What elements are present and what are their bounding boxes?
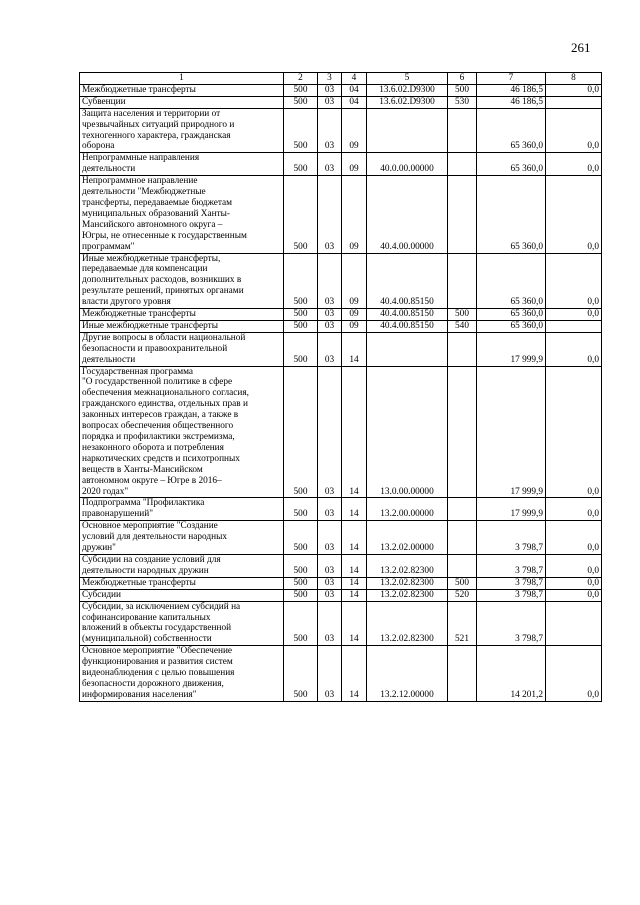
value-cell: 46 186,5 [477,84,546,96]
column-header: 5 [367,73,448,85]
value-cell: 0,0 [546,108,602,153]
value-cell: 03 [318,366,342,498]
value-cell: 65 360,0 [477,309,546,321]
table-row [80,521,602,555]
value-cell: 500 [284,84,318,96]
table-row [80,320,602,332]
table-row [80,366,602,498]
value-cell: 13.2.02.82300 [367,589,448,601]
value-cell: 65 360,0 [477,108,546,153]
table-row [80,498,602,521]
value-cell: 0,0 [546,332,602,366]
value-cell: 500 [448,577,477,589]
value-cell [448,153,477,176]
row-label-cell: Защита населения и территории от чрезвычайных ситуаций природного и техногенного характера, гражданская оборона [80,108,284,153]
value-cell: 09 [342,253,367,309]
value-cell: 14 [342,589,367,601]
value-cell [448,176,477,253]
table-row [80,332,602,366]
value-cell: 0,0 [546,589,602,601]
row-label-cell: Субсидии на создание условий для деятельности народных дружин [80,554,284,577]
value-cell: 500 [284,601,318,646]
value-cell [546,601,602,646]
value-cell: 03 [318,176,342,253]
row-label-cell: Основное мероприятие "Создание условий для деятельности народных дружин" [80,521,284,555]
value-cell: 500 [448,309,477,321]
value-cell: 03 [318,554,342,577]
value-cell: 0,0 [546,84,602,96]
value-cell [367,108,448,153]
value-cell [448,498,477,521]
value-cell: 65 360,0 [477,320,546,332]
row-label-cell: Субсидии, за исключением субсидий на софинансирование капитальных вложений в объекты государственной (муниципальной) собственности [80,601,284,646]
value-cell: 40.4.00.85150 [367,309,448,321]
table-row [80,646,602,702]
value-cell: 03 [318,498,342,521]
row-label-cell: Иные межбюджетные трансферты, передаваемые для компенсации дополнительных расходов, возникших в результате решений, принятых органами власти другого уровня [80,253,284,309]
table-row [80,554,602,577]
table-row [80,577,602,589]
value-cell: 09 [342,108,367,153]
value-cell: 3 798,7 [477,554,546,577]
value-cell: 500 [284,554,318,577]
value-cell [448,646,477,702]
row-label-cell: Межбюджетные трансферты [80,577,284,589]
value-cell: 03 [318,108,342,153]
value-cell: 13.2.12.00000 [367,646,448,702]
value-cell: 14 201,2 [477,646,546,702]
value-cell [448,521,477,555]
value-cell: 14 [342,577,367,589]
value-cell: 0,0 [546,366,602,498]
value-cell: 03 [318,309,342,321]
value-cell: 3 798,7 [477,521,546,555]
value-cell [448,332,477,366]
value-cell: 521 [448,601,477,646]
value-cell: 13.2.02.82300 [367,601,448,646]
value-cell: 0,0 [546,253,602,309]
row-label-cell: Межбюджетные трансферты [80,309,284,321]
value-cell: 500 [284,646,318,702]
value-cell: 40.4.00.85150 [367,320,448,332]
column-header: 7 [477,73,546,85]
value-cell: 500 [284,153,318,176]
value-cell: 17 999,9 [477,498,546,521]
row-label-cell: Непрограммные направления деятельности [80,153,284,176]
value-cell [546,320,602,332]
value-cell: 03 [318,646,342,702]
value-cell: 46 186,5 [477,96,546,108]
value-cell: 3 798,7 [477,601,546,646]
value-cell: 40.4.00.85150 [367,253,448,309]
row-label-cell: Подпрограмма "Профилактика правонарушений" [80,498,284,521]
column-header: 4 [342,73,367,85]
table-row [80,309,602,321]
value-cell [448,108,477,153]
value-cell: 0,0 [546,153,602,176]
value-cell: 14 [342,646,367,702]
value-cell: 14 [342,521,367,555]
value-cell: 0,0 [546,646,602,702]
value-cell [546,96,602,108]
value-cell: 14 [342,366,367,498]
value-cell: 13.2.02.82300 [367,577,448,589]
value-cell: 40.0.00.00000 [367,153,448,176]
value-cell: 500 [284,577,318,589]
value-cell: 03 [318,84,342,96]
value-cell: 17 999,9 [477,366,546,498]
table-row [80,176,602,253]
page-number: 261 [571,40,591,55]
value-cell: 0,0 [546,577,602,589]
table-row [80,253,602,309]
value-cell: 3 798,7 [477,577,546,589]
row-label-cell: Межбюджетные трансферты [80,84,284,96]
value-cell: 03 [318,96,342,108]
budget-table [79,72,602,702]
table-row [80,601,602,646]
value-cell: 500 [284,366,318,498]
value-cell: 500 [284,498,318,521]
column-header: 3 [318,73,342,85]
value-cell: 65 360,0 [477,176,546,253]
row-label-cell: Непрограммное направление деятельности "Межбюджетные трансферты, передаваемые бюджетам муниципальных образований Ханты- Мансийского автономного округа – Югры, не отнесенные к государственным программам" [80,176,284,253]
value-cell: 500 [284,309,318,321]
column-header: 8 [546,73,602,85]
value-cell [448,253,477,309]
value-cell: 14 [342,601,367,646]
value-cell: 530 [448,96,477,108]
value-cell: 13.2.00.00000 [367,498,448,521]
column-header: 1 [80,73,284,85]
value-cell: 03 [318,577,342,589]
value-cell [448,554,477,577]
value-cell: 500 [284,176,318,253]
value-cell: 17 999,9 [477,332,546,366]
value-cell: 500 [284,521,318,555]
value-cell: 09 [342,176,367,253]
value-cell: 13.6.02.D9300 [367,96,448,108]
value-cell: 09 [342,320,367,332]
value-cell: 0,0 [546,309,602,321]
row-label-cell: Государственная программа "О государственной политике в сфере обеспечения межнационального согласия, гражданского единства, отдельных прав и законных интересов граждан, а также в вопросах обеспечения общественного порядка и профилактики экстремизма, незаконного оборота и потребления наркотических средств и психотропных веществ в Ханты-Мансийском автономном округе – Югре в 2016– 2020 годах" [80,366,284,498]
value-cell: 13.2.02.82300 [367,554,448,577]
value-cell: 500 [448,84,477,96]
row-label-cell: Иные межбюджетные трансферты [80,320,284,332]
value-cell: 09 [342,309,367,321]
value-cell: 500 [284,589,318,601]
value-cell: 65 360,0 [477,253,546,309]
value-cell: 03 [318,589,342,601]
table-header-row [80,73,602,85]
value-cell [367,332,448,366]
value-cell: 14 [342,498,367,521]
table-row [80,96,602,108]
value-cell: 03 [318,253,342,309]
value-cell: 03 [318,521,342,555]
value-cell: 09 [342,153,367,176]
value-cell: 13.2.02.00000 [367,521,448,555]
row-label-cell: Субвенции [80,96,284,108]
value-cell: 0,0 [546,554,602,577]
value-cell: 03 [318,601,342,646]
value-cell: 13.0.00.00000 [367,366,448,498]
table-row [80,84,602,96]
value-cell: 3 798,7 [477,589,546,601]
row-label-cell: Субсидии [80,589,284,601]
value-cell: 0,0 [546,521,602,555]
value-cell: 04 [342,84,367,96]
value-cell: 13.6.02.D9300 [367,84,448,96]
value-cell: 03 [318,153,342,176]
table-row [80,589,602,601]
value-cell: 65 360,0 [477,153,546,176]
value-cell: 0,0 [546,176,602,253]
row-label-cell: Другие вопросы в области национальной безопасности и правоохранительной деятельности [80,332,284,366]
value-cell: 500 [284,96,318,108]
row-label-cell: Основное мероприятие "Обеспечение функционирования и развития систем видеонаблюдения с целью повышения безопасности дорожного движения, информирования населения" [80,646,284,702]
value-cell [448,366,477,498]
value-cell: 540 [448,320,477,332]
value-cell: 04 [342,96,367,108]
value-cell: 500 [284,320,318,332]
value-cell: 500 [284,108,318,153]
column-header: 2 [284,73,318,85]
value-cell: 03 [318,332,342,366]
value-cell: 14 [342,332,367,366]
value-cell: 0,0 [546,498,602,521]
column-header: 6 [448,73,477,85]
value-cell: 500 [284,253,318,309]
value-cell: 03 [318,320,342,332]
value-cell: 500 [284,332,318,366]
value-cell: 14 [342,554,367,577]
table-row [80,153,602,176]
value-cell: 520 [448,589,477,601]
table-row [80,108,602,153]
value-cell: 40.4.00.00000 [367,176,448,253]
